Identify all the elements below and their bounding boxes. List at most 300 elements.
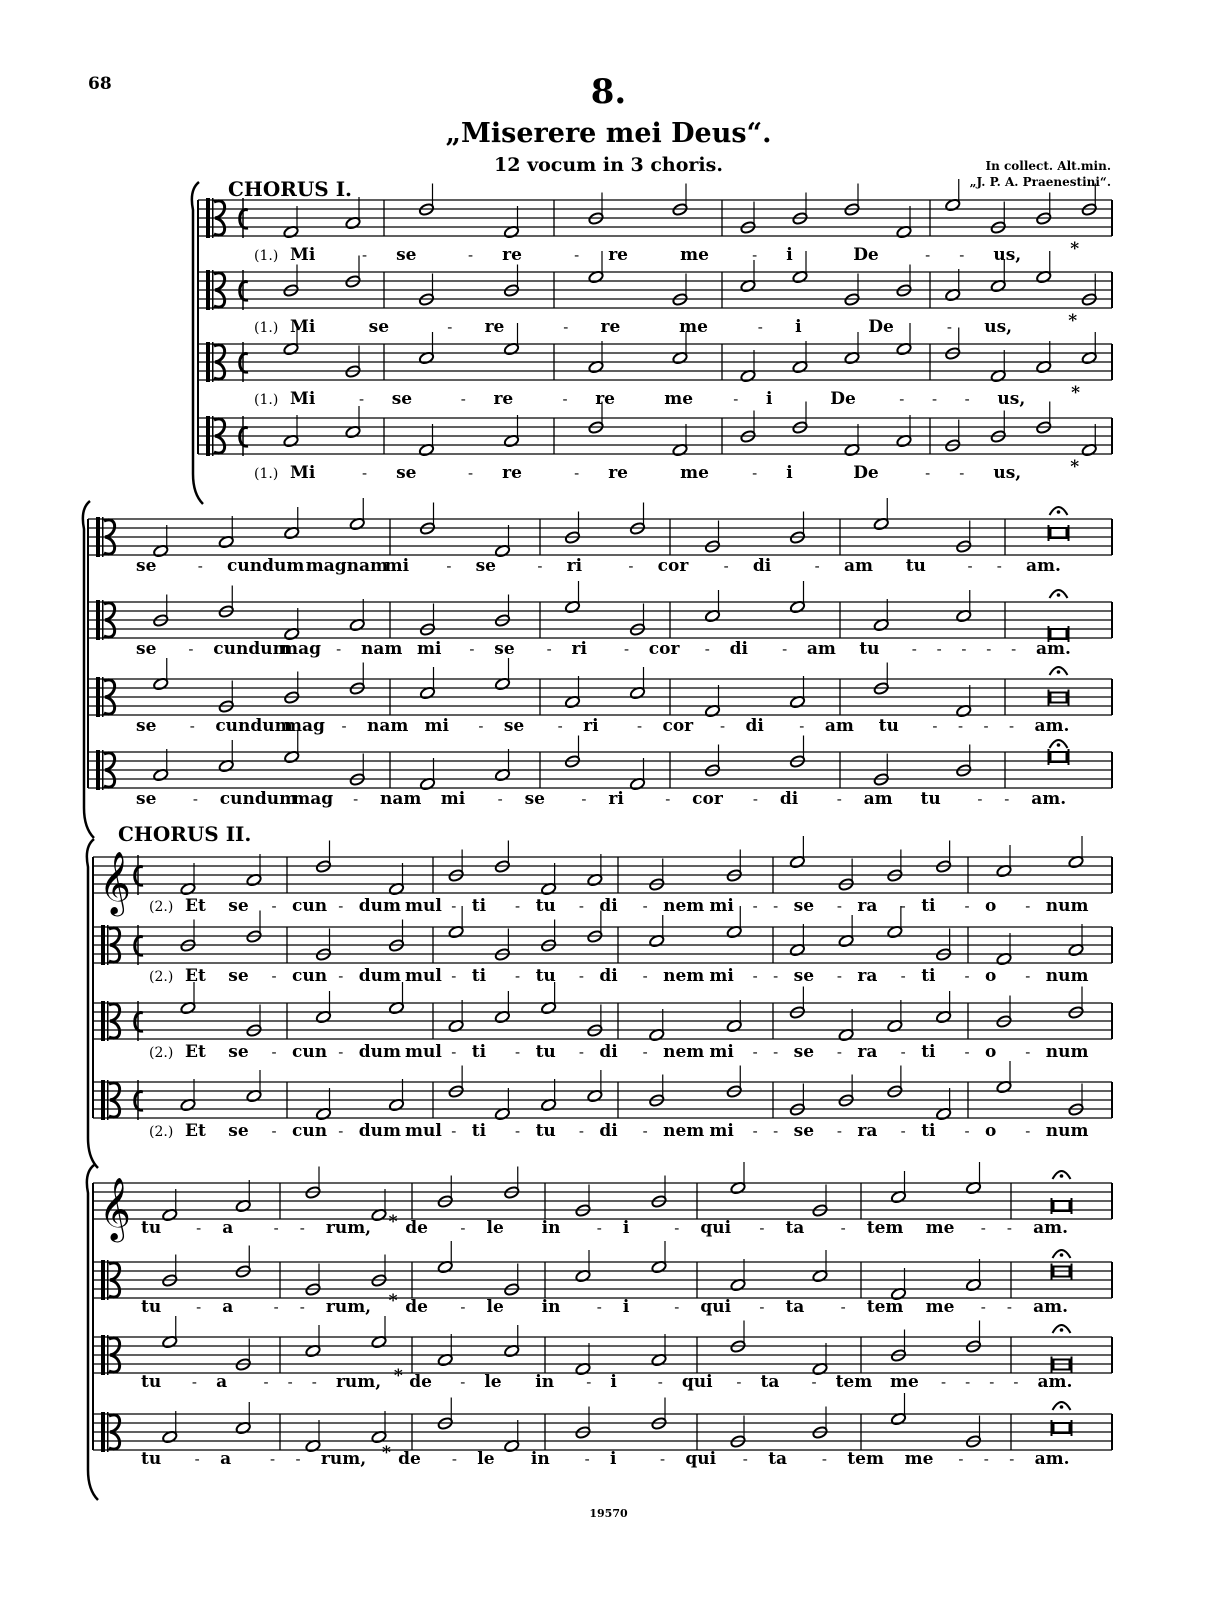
- half-note: [564, 676, 580, 709]
- lyric-syllable: se: [136, 639, 157, 659]
- treble-clef-icon: [99, 1177, 131, 1243]
- lyric-hyphen: -: [900, 967, 906, 985]
- lyric-hyphen: -: [188, 640, 194, 658]
- source-line-1: In collect. Alt.min.: [985, 159, 1111, 173]
- lyric-hyphen: -: [719, 717, 726, 735]
- lyric-syllable: tem: [847, 1449, 884, 1469]
- lyric-syllable: qui: [685, 1449, 717, 1469]
- lyric-syllable: mi: [417, 639, 442, 659]
- lyric-hyphen: -: [468, 246, 474, 264]
- half-note: [789, 676, 805, 709]
- staff-2-3: [88, 658, 1112, 736]
- lyric-syllable: De: [868, 317, 894, 337]
- half-note: [540, 1079, 556, 1112]
- half-note: [730, 1162, 746, 1195]
- lyric-syllable: Mi: [290, 463, 316, 483]
- clef-bar: [102, 677, 104, 717]
- lyric-syllable: mi: [424, 716, 449, 736]
- lyric-hyphen: -: [636, 717, 643, 735]
- clef-bar: [212, 270, 214, 310]
- breve-note: [1049, 740, 1069, 765]
- lyric-syllable: cundum: [215, 716, 293, 736]
- lyric-hyphen: -: [341, 717, 347, 735]
- lyric-syllable: a: [220, 1449, 232, 1469]
- lyric-hyphen: -: [964, 390, 970, 408]
- half-note: [235, 1180, 251, 1213]
- lyric-syllable: dum: [358, 896, 402, 916]
- lyric-hyphen: -: [557, 717, 563, 735]
- clef-bar: [96, 677, 100, 717]
- half-note: [575, 1250, 591, 1283]
- lyric-syllable: mi: [440, 789, 466, 809]
- half-note: [838, 1009, 854, 1042]
- clef-bar: [107, 1260, 109, 1300]
- clef-bar: [107, 1412, 109, 1452]
- half-note: [437, 1334, 453, 1367]
- verse-number: (1.): [254, 248, 279, 264]
- lyric-syllable: o: [984, 1042, 997, 1062]
- half-note: [494, 525, 510, 558]
- lyric-hyphen: -: [986, 640, 992, 658]
- half-note: [283, 206, 299, 239]
- lyric-hyphen: -: [946, 318, 952, 336]
- half-note: [371, 1411, 387, 1444]
- half-note: [418, 424, 434, 457]
- lyric-hyphen: -: [704, 640, 710, 658]
- clef-bar: [101, 1335, 105, 1375]
- half-note: [1068, 924, 1084, 957]
- lyric-hyphen: -: [799, 717, 805, 735]
- lyric-hyphen: -: [447, 318, 453, 336]
- lyric-hyphen: -: [811, 1373, 817, 1391]
- lyric-syllable: o: [984, 1121, 997, 1141]
- half-note: [388, 1079, 404, 1112]
- lyric-hyphen: -: [940, 1373, 947, 1391]
- lyric-syllable: o: [984, 966, 997, 986]
- lyric-hyphen: -: [273, 1298, 279, 1316]
- lyric-hyphen: -: [192, 790, 198, 808]
- staff-2-4: [88, 731, 1112, 809]
- half-note: [305, 1325, 321, 1358]
- lyric-syllable: *: [1070, 457, 1080, 477]
- lyric-syllable: rum,: [320, 1449, 367, 1469]
- lyric-hyphen: -: [1011, 640, 1017, 658]
- staff-3-1: [93, 836, 1112, 917]
- half-note: [345, 197, 361, 230]
- lyric-syllable: i: [786, 463, 793, 483]
- lyric-syllable: rum,: [325, 1297, 372, 1317]
- lyric-syllable: in: [541, 1218, 561, 1238]
- lyric-syllable: re: [502, 245, 522, 265]
- half-note: [996, 1061, 1012, 1094]
- lyric-hyphen: -: [980, 1298, 986, 1316]
- half-note: [503, 323, 519, 356]
- lyric-hyphen: -: [271, 1122, 277, 1140]
- lyric-hyphen: -: [967, 557, 973, 575]
- lyric-syllable: re: [608, 245, 628, 265]
- lyric-hyphen: -: [338, 897, 344, 915]
- half-note: [180, 1079, 196, 1112]
- lyric-hyphen: -: [460, 1298, 466, 1316]
- lyric-syllable: tu: [141, 1218, 162, 1238]
- chorus-1-label: CHORUS I.: [228, 177, 353, 201]
- staff-3-3: [93, 982, 1112, 1062]
- lyric-hyphen: -: [451, 1043, 457, 1061]
- lyric-hyphen: -: [1004, 790, 1010, 808]
- verse-number: (1.): [254, 466, 279, 482]
- lyric-hyphen: -: [836, 1043, 842, 1061]
- lyric-hyphen: -: [1008, 717, 1015, 735]
- lyric-hyphen: -: [578, 967, 584, 985]
- lyric-hyphen: -: [361, 464, 368, 482]
- lyric-syllable: tu: [535, 966, 556, 986]
- lyric-syllable: ti: [921, 966, 936, 986]
- lyric-hyphen: -: [359, 390, 365, 408]
- half-note: [218, 740, 234, 773]
- lyric-syllable: ti: [471, 966, 487, 986]
- lyric-syllable: ta: [760, 1372, 780, 1392]
- lyric-syllable: se: [368, 317, 390, 337]
- lyric-syllable: a: [216, 1372, 228, 1392]
- lyric-hyphen: -: [596, 1219, 602, 1237]
- lyric-hyphen: -: [983, 717, 989, 735]
- lyric-hyphen: -: [925, 464, 931, 482]
- half-note: [504, 1325, 520, 1358]
- lyric-syllable: re: [502, 463, 522, 483]
- lyric-syllable: nem: [663, 1121, 705, 1141]
- lyric-hyphen: -: [578, 1043, 584, 1061]
- lyric-hyphen: -: [537, 557, 543, 575]
- half-note: [890, 1393, 906, 1426]
- half-note: [448, 1000, 464, 1033]
- lyric-syllable: ta: [768, 1449, 788, 1469]
- lyric-syllable: se: [494, 639, 515, 659]
- lyric-syllable: me: [679, 317, 708, 337]
- half-note: [629, 758, 645, 791]
- half-note: [792, 251, 808, 284]
- plate-number: 19570: [589, 1507, 628, 1520]
- lyric-hyphen: -: [773, 1043, 779, 1061]
- lyric-syllable: De: [830, 389, 856, 409]
- lyric-hyphen: -: [642, 897, 648, 915]
- half-note: [996, 845, 1012, 878]
- half-note: [504, 1420, 520, 1453]
- lyric-syllable: mi: [384, 556, 410, 576]
- breve-note: [1052, 1250, 1072, 1280]
- lyric-hyphen: -: [1025, 1043, 1031, 1061]
- lyric-syllable: Mi: [290, 245, 316, 265]
- lyric-syllable: mul: [405, 966, 442, 986]
- cut-time-icon: [135, 1092, 143, 1111]
- lyric-hyphen: -: [757, 318, 763, 336]
- lyric-syllable: us,: [993, 245, 1022, 265]
- lyric-hyphen: -: [782, 640, 788, 658]
- half-note: [153, 525, 169, 558]
- lyric-hyphen: -: [196, 1298, 202, 1316]
- lyric-syllable: am: [806, 639, 836, 659]
- lyric-syllable: cundum: [227, 556, 305, 576]
- clef-bar: [102, 600, 104, 640]
- lyric-hyphen: -: [759, 1219, 765, 1237]
- half-note: [945, 179, 961, 212]
- lyric-hyphen: -: [562, 390, 568, 408]
- half-note: [246, 1070, 262, 1103]
- lyric-syllable: cundum: [219, 789, 298, 809]
- half-note: [305, 1420, 321, 1453]
- lyric-syllable: se: [396, 463, 417, 483]
- lyric-syllable: us,: [984, 317, 1013, 337]
- staff-1-2: [198, 251, 1112, 337]
- clef-bar: [96, 517, 100, 557]
- lyric-hyphen: -: [980, 1219, 986, 1237]
- lyric-syllable: Et: [185, 1042, 206, 1062]
- lyric-hyphen: -: [468, 464, 474, 482]
- lyric-syllable: nam: [380, 789, 422, 809]
- lyric-hyphen: -: [581, 790, 587, 808]
- lyric-hyphen: -: [931, 390, 938, 408]
- lyric-hyphen: -: [911, 640, 917, 658]
- lyric-hyphen: -: [451, 1450, 457, 1468]
- lyric-syllable: di: [599, 1121, 618, 1141]
- half-note: [649, 1009, 665, 1042]
- lyric-syllable: i: [786, 245, 793, 265]
- lyric-syllable: di: [599, 896, 618, 916]
- clef-bar: [212, 198, 214, 238]
- clef-bar: [101, 1412, 105, 1452]
- lyric-hyphen: -: [657, 1373, 663, 1391]
- half-note: [162, 1189, 178, 1222]
- lyric-hyphen: -: [821, 1450, 827, 1468]
- half-note: [162, 1316, 178, 1349]
- lyric-syllable: am: [824, 716, 854, 736]
- lyric-hyphen: -: [515, 897, 521, 915]
- lyric-syllable: Et: [185, 1121, 206, 1141]
- half-note: [956, 590, 972, 623]
- half-note: [996, 933, 1012, 966]
- half-note: [494, 749, 510, 782]
- half-note: [935, 991, 951, 1024]
- half-note: [730, 1259, 746, 1292]
- lyric-syllable: ra: [857, 966, 878, 986]
- lyric-hyphen: -: [959, 464, 965, 482]
- half-note: [503, 415, 519, 448]
- lyric-syllable: rum,: [335, 1372, 382, 1392]
- lyric-syllable: *: [1068, 311, 1078, 331]
- lyric-syllable: ra: [857, 1042, 878, 1062]
- lyric-syllable: cor: [662, 716, 694, 736]
- half-note: [180, 863, 196, 896]
- breve-note: [1049, 590, 1069, 642]
- half-note: [651, 1241, 667, 1274]
- lyric-syllable: i: [795, 317, 802, 337]
- half-note: [896, 206, 912, 239]
- half-note: [153, 749, 169, 782]
- lyric-syllable: ri: [571, 639, 587, 659]
- cut-time-icon: [240, 428, 248, 447]
- lyric-syllable: am.: [1034, 716, 1070, 736]
- lyric-hyphen: -: [338, 1122, 344, 1140]
- lyric-syllable: us,: [993, 463, 1022, 483]
- lyric-hyphen: -: [1025, 897, 1031, 915]
- lyric-syllable: am.: [1035, 639, 1071, 659]
- lyric-hyphen: -: [642, 967, 648, 985]
- lyric-syllable: dum: [358, 1121, 402, 1141]
- half-note: [890, 1171, 906, 1204]
- lyric-hyphen: -: [659, 1450, 666, 1468]
- lyric-syllable: am.: [1034, 1449, 1070, 1469]
- half-note: [844, 424, 860, 457]
- lyric-hyphen: -: [287, 1373, 293, 1391]
- staff-4-4: [93, 1393, 1112, 1469]
- half-note: [349, 498, 365, 531]
- lyric-syllable: tu: [141, 1449, 162, 1469]
- half-note: [726, 1000, 742, 1033]
- lyric-syllable: ri: [608, 789, 624, 809]
- lyric-hyphen: -: [925, 246, 931, 264]
- lyric-syllable: le: [486, 1297, 504, 1317]
- lyric-hyphen: -: [478, 717, 484, 735]
- lyric-syllable: ti: [471, 896, 487, 916]
- lyric-syllable: am: [843, 556, 873, 576]
- half-note: [1081, 424, 1097, 457]
- lyric-hyphen: -: [596, 1298, 602, 1316]
- half-note: [740, 350, 756, 383]
- lyric-syllable: se: [503, 716, 525, 736]
- lyric-syllable: ti: [921, 1042, 936, 1062]
- cut-time-icon: [135, 937, 143, 956]
- lyric-syllable: re: [595, 389, 615, 409]
- lyric-syllable: num: [1045, 966, 1089, 986]
- lyric-hyphen: -: [961, 640, 967, 658]
- half-note: [651, 1334, 667, 1367]
- lyric-syllable: tu: [141, 1372, 162, 1392]
- clef-bar: [206, 342, 210, 382]
- staff-4-1: [93, 1162, 1112, 1243]
- lyric-syllable: me: [925, 1218, 955, 1238]
- lyric-hyphen: -: [752, 967, 758, 985]
- treble-clef-icon: [99, 851, 131, 917]
- lyric-hyphen: -: [189, 717, 195, 735]
- lyric-hyphen: -: [977, 790, 983, 808]
- half-note: [388, 982, 404, 1015]
- lyric-hyphen: -: [361, 246, 368, 264]
- clef-bar: [101, 1001, 105, 1041]
- piece-subtitle: 12 vocum in 3 choris.: [494, 154, 723, 176]
- lyric-hyphen: -: [191, 1373, 198, 1391]
- lyric-syllable: am: [863, 789, 893, 809]
- half-note: [315, 991, 331, 1024]
- lyric-hyphen: -: [584, 1450, 590, 1468]
- lyric-syllable: cor: [657, 556, 689, 576]
- lyric-syllable: cundum: [213, 639, 291, 659]
- lyric-hyphen: -: [295, 1450, 301, 1468]
- lyric-hyphen: -: [773, 1122, 779, 1140]
- system-2: [83, 498, 1112, 838]
- lyric-hyphen: -: [311, 1373, 317, 1391]
- clef-glyph: 𝄞: [99, 1177, 131, 1240]
- lyric-hyphen: -: [932, 717, 938, 735]
- half-note: [896, 323, 912, 356]
- lyric-syllable: Mi: [290, 317, 316, 337]
- lyric-hyphen: -: [273, 1219, 279, 1237]
- lyric-syllable: o: [984, 896, 997, 916]
- lyric-syllable: de: [405, 1297, 428, 1317]
- lyric-hyphen: -: [446, 557, 452, 575]
- lyric-syllable: i: [622, 1297, 630, 1317]
- verse-number: (1.): [254, 320, 279, 336]
- clef-bar: [206, 198, 210, 238]
- lyric-hyphen: -: [299, 1219, 305, 1237]
- lyric-hyphen: -: [752, 1122, 758, 1140]
- lyric-syllable: de: [409, 1372, 432, 1392]
- half-note: [349, 599, 365, 632]
- lyric-hyphen: -: [674, 1298, 680, 1316]
- lyric-syllable: tu: [905, 556, 926, 576]
- half-note: [418, 332, 434, 365]
- lyric-syllable: cun: [292, 1121, 328, 1141]
- lyric-hyphen: -: [773, 967, 779, 985]
- lyric-hyphen: -: [665, 790, 671, 808]
- lyric-syllable: *: [1070, 239, 1080, 259]
- lyric-hyphen: -: [989, 1373, 995, 1391]
- half-note: [371, 1316, 387, 1349]
- half-note: [503, 206, 519, 239]
- lyric-syllable: in: [541, 1297, 561, 1317]
- staff-4-3: [93, 1316, 1112, 1392]
- lyric-syllable: *: [393, 1366, 403, 1386]
- lyric-hyphen: -: [836, 1122, 842, 1140]
- lyric-syllable: ra: [857, 896, 878, 916]
- half-note: [965, 1162, 981, 1195]
- clef-bar: [107, 1080, 109, 1120]
- lyric-syllable: de: [405, 1218, 428, 1238]
- lyric-hyphen: -: [742, 1450, 748, 1468]
- cut-time-icon: [240, 210, 248, 229]
- lyric-syllable: am.: [1033, 1297, 1068, 1317]
- lyric-syllable: me: [904, 1449, 934, 1469]
- lyric-syllable: mi: [709, 966, 734, 986]
- lyric-syllable: me: [680, 463, 709, 483]
- system-4: [87, 1162, 1112, 1500]
- lyric-syllable: De: [853, 463, 879, 483]
- staff-1-3: [198, 323, 1112, 409]
- half-note: [672, 424, 688, 457]
- lyric-hyphen: -: [271, 897, 277, 915]
- lyric-hyphen: -: [899, 390, 905, 408]
- clef-bar: [96, 600, 100, 640]
- lyric-syllable: nem: [663, 1042, 705, 1062]
- lyric-syllable: tu: [878, 716, 899, 736]
- lyric-syllable: ti: [471, 1042, 487, 1062]
- lyric-hyphen: -: [900, 897, 906, 915]
- lyric-syllable: tu: [859, 639, 880, 659]
- fermata-dot: [1057, 510, 1061, 514]
- lyric-hyphen: -: [299, 1298, 305, 1316]
- clef-bar: [101, 1260, 105, 1300]
- half-note: [345, 406, 361, 439]
- lyric-hyphen: -: [194, 1450, 200, 1468]
- lyric-hyphen: -: [752, 246, 758, 264]
- fermata-dot: [1060, 1253, 1064, 1257]
- lyric-syllable: nem: [663, 966, 705, 986]
- lyric-hyphen: -: [546, 640, 552, 658]
- staff-1-1: [198, 179, 1112, 265]
- lyric-syllable: se: [793, 1042, 815, 1062]
- lyric-syllable: mi: [709, 1042, 734, 1062]
- verse-number: (2.): [149, 899, 174, 915]
- lyric-syllable: magnam: [305, 556, 389, 576]
- lyric-syllable: in: [535, 1372, 555, 1392]
